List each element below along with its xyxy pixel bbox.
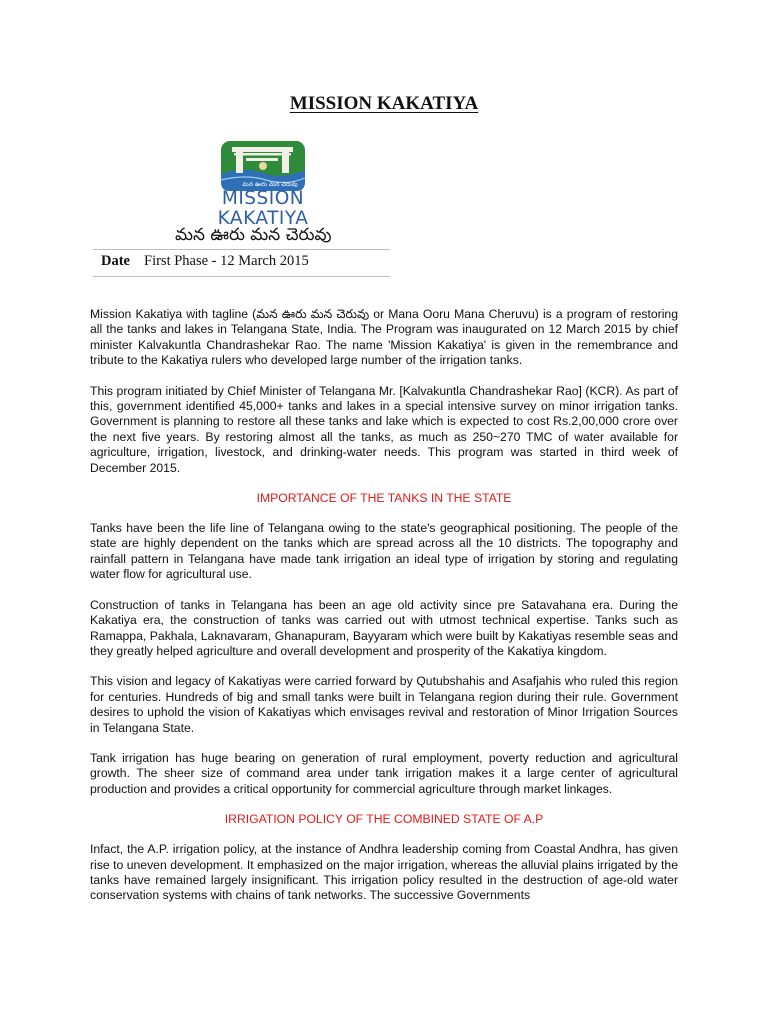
document-title-text: MISSION KAKATIYA (289, 93, 479, 114)
logo-word-mission: MISSION (221, 188, 305, 209)
date-value: First Phase - 12 March 2015 (144, 253, 309, 269)
paragraph: Tanks have been the life line of Telangana owing to the state's geographical positioning. The people of the state are highly dependent on the tanks which are spread across all the 10 districts. The topography and rainfall pattern in Telangana have made tank irrigation an ideal type of irrigation by storing and regulating water flow for agricultural use. (90, 521, 678, 582)
paragraph: Tank irrigation has huge bearing on generation of rural employment, poverty reduction and agricultural growth. The sheer size of command area under tank irrigation makes it a large center of agricultural production and provides a critical opportunity for commercial agriculture through market linkages. (90, 750, 678, 796)
logo-word-kakatiya: KAKATIYA (217, 208, 309, 229)
divider-bottom (93, 276, 390, 277)
paragraph: Construction of tanks in Telangana has been an age old activity since pre Satavahana era. During the Kakatiya era, the construction of tanks was carried out with utmost technical expertise. Tanks such as Ramappa, Pakhala, Laknavaram, Ghanapuram, Bayyaram which were built by Kakatiyas resemble seas and they greatly helped agriculture and overall development and prosperity of the Kakatiya kingdom. (90, 597, 678, 658)
paragraph: Mission Kakatiya with tagline (మన ఊరు మన చెరువు or Mana Ooru Mana Cheruvu) is a program of restoring all the tanks and lakes in Telangana State, India. The Program was inaugurated on 12 March 2015 by chief minister Kalvakuntla Chandrashekar Rao. The name 'Mission Kakatiya' is given in the remembrance and tribute to the Kakatiya rulers who developed large number of the irrigation tanks. (90, 307, 678, 368)
svg-text:మన ఊరు మన చెరువు: మన ఊరు మన చెరువు (242, 181, 298, 188)
logo-emblem-icon (220, 140, 306, 192)
document-title (0, 93, 768, 115)
document-body (90, 307, 678, 919)
section-heading: IMPORTANCE OF THE TANKS IN THE STATE (256, 491, 512, 506)
logo-tagline-telugu: మన ఊరు మన చెరువు (175, 225, 332, 245)
section-heading: IRRIGATION POLICY OF THE COMBINED STATE OF A.P (224, 812, 544, 827)
divider-top (93, 249, 390, 250)
paragraph: Infact, the A.P. irrigation policy, at the instance of Andhra leadership coming from Coastal Andhra, has given rise to uneven development. It emphasized on the major irrigation, whereas the alluvial plains irrigated by the tanks have remained largely insignificant. This irrigation policy resulted in the destruction of age-old water conservation systems with chains of tank networks. The successive Governments (90, 842, 678, 903)
paragraph: This program initiated by Chief Minister of Telangana Mr. [Kalvakuntla Chandrashekar Rao] (KCR). As part of this, government identified 45,000+ tanks and lakes in a special intensive survey on minor irrigation tanks. Government is planning to restore all these tanks and lake which is expected to cost Rs.2,00,000 crore over the next five years. By restoring almost all the tanks, as much as 250~270 TMC of water available for agriculture, irrigation, livestock, and drinking-water needs. This program was started in third week of December 2015. (90, 383, 678, 475)
date-label: Date (101, 253, 130, 269)
paragraph: This vision and legacy of Kakatiyas were carried forward by Qutubshahis and Asafjahis who ruled this region for centuries. Hundreds of big and small tanks were built in Telangana region during their rule. Government desires to uphold the vision of Kakatiyas which envisages revival and restoration of Minor Irrigation Sources in Telangana State. (90, 674, 678, 735)
